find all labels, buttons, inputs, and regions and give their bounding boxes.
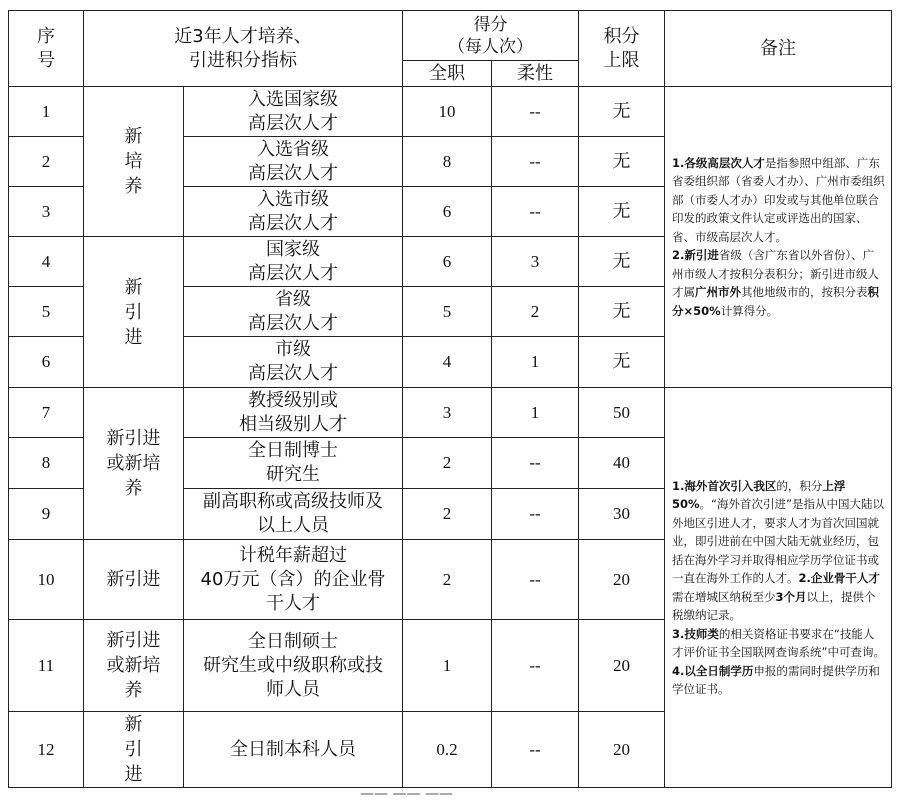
fulltime-score: 0.2 <box>403 712 492 788</box>
row-number: 7 <box>9 388 84 438</box>
flexible-score: -- <box>492 712 579 788</box>
points-cap: 50 <box>579 388 665 438</box>
points-cap: 无 <box>579 337 665 388</box>
flexible-score: -- <box>492 540 579 620</box>
row-number: 5 <box>9 287 84 337</box>
flexible-score: 2 <box>492 287 579 337</box>
fulltime-score: 6 <box>403 187 492 237</box>
points-cap: 无 <box>579 187 665 237</box>
header-cap: 积分 上限 <box>579 11 665 87</box>
fulltime-score: 5 <box>403 287 492 337</box>
indicator-item: 入选国家级 高层次人才 <box>184 87 403 137</box>
note-paragraph: 1.海外首次引入我区的，积分上浮50%。“海外首次引进”是指从中国大陆以外地区引进人才，要求人才为首次回国就业，即引进前在中国大陆无就业经历，包括在海外学习并取得相应学历学位证书或一直在海外工作的人才。2.企业骨干人才需在增城区纳税至少3个月以上，提供个税缴纳记录。 <box>672 478 884 622</box>
indicator-item: 计税年薪超过 40万元（含）的企业骨 干人才 <box>184 540 403 620</box>
remark-notes-a <box>665 87 892 388</box>
header-indicator: 近3年人才培养、 引进积分指标 <box>84 11 403 87</box>
fulltime-score: 2 <box>403 438 492 489</box>
indicator-item: 市级 高层次人才 <box>184 337 403 388</box>
row-number: 3 <box>9 187 84 237</box>
fulltime-score: 1 <box>403 620 492 712</box>
category-label: 新引进 <box>84 540 184 620</box>
points-cap: 20 <box>579 712 665 788</box>
note-paragraph: 4.以全日制学历申报的需同时提供学历和学位证书。 <box>672 663 880 696</box>
note-paragraph: 1.各级高层次人才是指参照中组部、广东省委组织部（省委人才办）、广州市委组织部（市委人才办）印发或与其他单位联合印发的政策文件认定或评选出的国家、省、市级高层次人才。 <box>672 155 885 244</box>
points-cap: 无 <box>579 137 665 187</box>
category-label: 新引进 或新培 养 <box>84 388 184 540</box>
header-flexible: 柔性 <box>492 61 579 87</box>
indicator-item: 省级 高层次人才 <box>184 287 403 337</box>
row-number: 2 <box>9 137 84 187</box>
fulltime-score: 6 <box>403 237 492 287</box>
flexible-score: -- <box>492 620 579 712</box>
fulltime-score: 3 <box>403 388 492 438</box>
indicator-item: 副高职称或高级技师及 以上人员 <box>184 489 403 540</box>
points-cap: 无 <box>579 237 665 287</box>
note-paragraph: 3.技师类的相关资格证书要求在“技能人才评价证书全国联网查询系统”中可查询。 <box>672 626 885 659</box>
fulltime-score: 4 <box>403 337 492 388</box>
indicator-item: 国家级 高层次人才 <box>184 237 403 287</box>
flexible-score: -- <box>492 438 579 489</box>
row-number: 9 <box>9 489 84 540</box>
fulltime-score: 2 <box>403 489 492 540</box>
fulltime-score: 8 <box>403 137 492 187</box>
table-row <box>9 87 892 137</box>
remark-notes-b <box>665 388 892 788</box>
cropped-footer-fragment: —— —— —— <box>360 786 453 802</box>
fulltime-score: 2 <box>403 540 492 620</box>
category-label: 新引进 或新培 养 <box>84 620 184 712</box>
note-paragraph: 2.新引进省级（含广东省以外省份）、广州市级人才按积分表积分；新引进市级人才属广州市外其他地级市的，按积分表积分×50%计算得分。 <box>672 248 880 318</box>
flexible-score: -- <box>492 187 579 237</box>
indicator-item: 入选省级 高层次人才 <box>184 137 403 187</box>
flexible-score: 1 <box>492 337 579 388</box>
category-label: 新 引 进 <box>84 237 184 388</box>
header-index: 序 号 <box>9 11 84 87</box>
points-cap: 40 <box>579 438 665 489</box>
header-remark: 备注 <box>665 11 892 87</box>
flexible-score: 3 <box>492 237 579 287</box>
category-label: 新 引 进 <box>84 712 184 788</box>
points-cap: 20 <box>579 620 665 712</box>
category-label: 新 培 养 <box>84 87 184 237</box>
points-cap: 无 <box>579 287 665 337</box>
indicator-item: 入选市级 高层次人才 <box>184 187 403 237</box>
fulltime-score: 10 <box>403 87 492 137</box>
talent-points-table <box>8 10 892 788</box>
indicator-item: 教授级别或 相当级别人才 <box>184 388 403 438</box>
points-cap: 无 <box>579 87 665 137</box>
flexible-score: -- <box>492 489 579 540</box>
cropped-text-fragment <box>150 0 450 2</box>
table-row <box>9 388 892 438</box>
row-number: 12 <box>9 712 84 788</box>
indicator-item: 全日制博士 研究生 <box>184 438 403 489</box>
points-cap: 20 <box>579 540 665 620</box>
points-cap: 30 <box>579 489 665 540</box>
indicator-item: 全日制硕士 研究生或中级职称或技 师人员 <box>184 620 403 712</box>
row-number: 6 <box>9 337 84 388</box>
row-number: 1 <box>9 87 84 137</box>
row-number: 4 <box>9 237 84 287</box>
header-fulltime: 全职 <box>403 61 492 87</box>
flexible-score: -- <box>492 137 579 187</box>
indicator-item: 全日制本科人员 <box>184 712 403 788</box>
header-score: 得分 （每人次） <box>403 11 579 61</box>
flexible-score: 1 <box>492 388 579 438</box>
row-number: 10 <box>9 540 84 620</box>
row-number: 8 <box>9 438 84 489</box>
row-number: 11 <box>9 620 84 712</box>
flexible-score: -- <box>492 87 579 137</box>
